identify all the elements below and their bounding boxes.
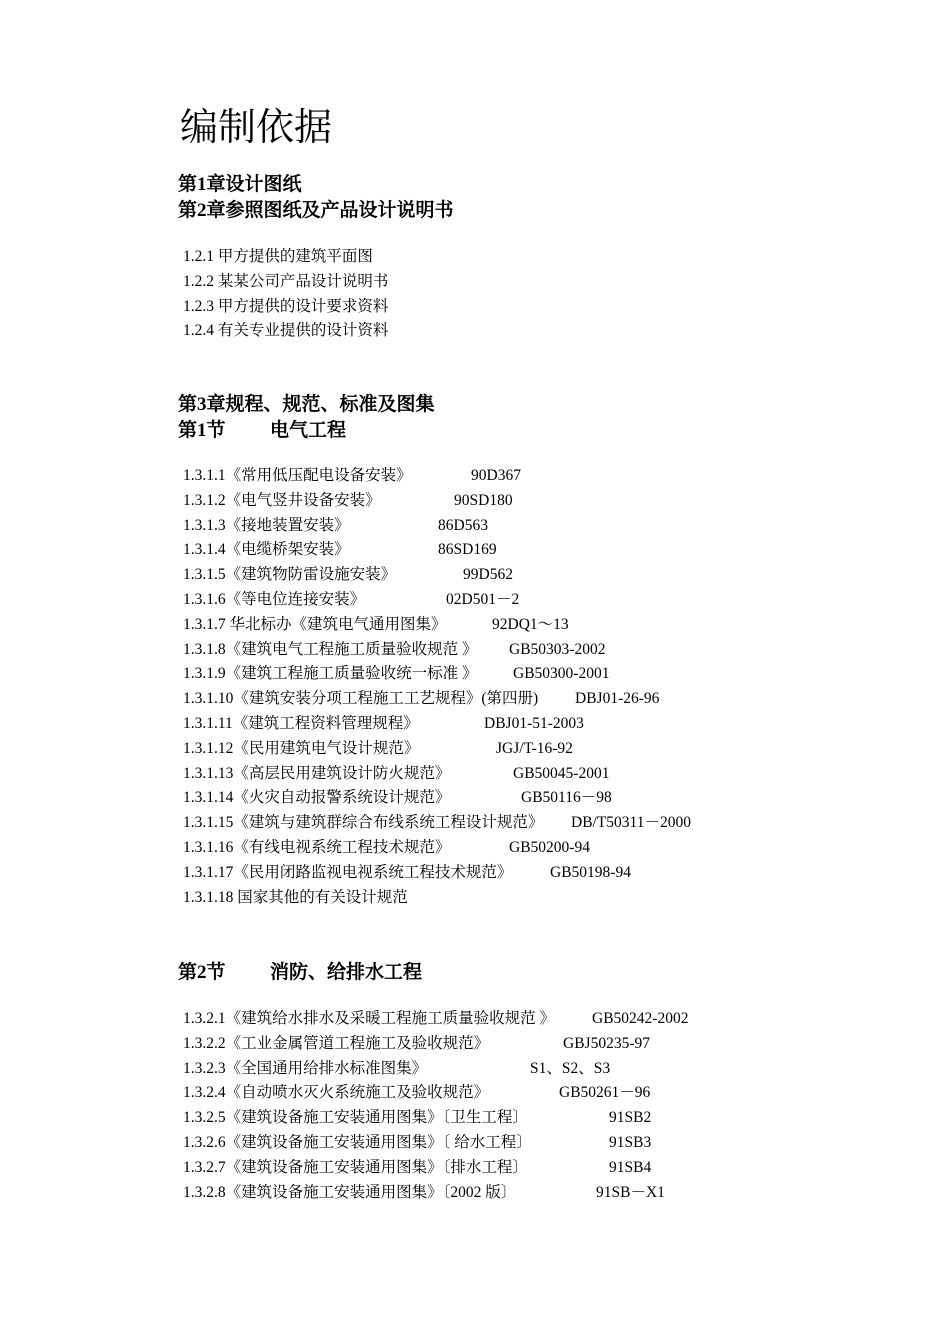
item-code: 02D501－2 (446, 590, 520, 608)
list-item: 1.2.4 有关专业提供的设计资料 (183, 322, 389, 340)
section-2-list (183, 1007, 689, 1205)
section-1-heading (178, 418, 346, 444)
item-code: S1、S2、S3 (530, 1059, 611, 1077)
list-item (183, 712, 584, 737)
list-item (183, 737, 573, 762)
item-text: 1.3.1.9《建筑工程施工质量验收统一标准 》 (183, 665, 478, 683)
item-code: GB50045-2001 (513, 764, 610, 782)
section-name: 消防、给排水工程 (270, 962, 423, 983)
list-item (183, 638, 606, 663)
item-text: 1.3.2.3《全国通用给排水标准图集》 (183, 1059, 428, 1077)
item-text: 1.3.1.13《高层民用建筑设计防火规范》 (183, 764, 451, 782)
item-text: 1.3.1.18 国家其他的有关设计规范 (183, 888, 408, 906)
item-text: 1.3.2.1《建筑给水排水及采暖工程施工质量验收规范 》 (183, 1010, 556, 1027)
list-item (183, 588, 543, 613)
chapter-2-list (183, 245, 388, 344)
list-item (183, 687, 660, 712)
item-code: GB50198-94 (550, 863, 631, 881)
item-code: 91SB2 (609, 1109, 652, 1127)
list-item (183, 1032, 650, 1057)
section-1-list (183, 464, 691, 910)
item-text: 1.3.2.2《工业金属管道工程施工及验收规范》 (183, 1034, 490, 1052)
item-code: DBJ01-51-2003 (484, 714, 584, 732)
list-item (183, 464, 543, 489)
list-item (183, 1156, 652, 1181)
list-item (183, 811, 691, 836)
item-text: 1.3.1.8《建筑电气工程施工质量验收规范 》 (183, 640, 478, 658)
item-text: 1.3.1.15《建筑与建筑群综合布线系统工程设计规范》 (183, 814, 544, 832)
list-item (183, 489, 543, 514)
list-item (183, 538, 543, 563)
section-name: 电气工程 (270, 420, 347, 441)
item-text: 1.3.1.3《接地装置安装》 (183, 516, 350, 534)
item-code: DB/T50311－2000 (571, 814, 691, 832)
list-item: 1.2.1 甲方提供的建筑平面图 (183, 248, 373, 265)
list-item (183, 786, 612, 811)
item-code: JGJ/T-16-92 (496, 739, 573, 757)
item-code: DBJ01-26-96 (575, 690, 660, 708)
list-item (183, 762, 610, 787)
item-text: 1.3.1.16《有线电视系统工程技术规范》 (183, 838, 451, 856)
list-item (183, 861, 631, 886)
item-code: 91SB3 (609, 1133, 652, 1151)
list-item (183, 613, 569, 638)
item-text: 1.3.1.4《电缆桥架安装》 (183, 541, 350, 559)
chapter-1-heading: 第1章设计图纸 (178, 174, 302, 195)
item-code: GBJ50235-97 (563, 1034, 650, 1052)
item-code: GB50300-2001 (513, 665, 610, 683)
item-text: 1.3.1.11《建筑工程资料管理规程》 (183, 714, 419, 732)
item-text: 1.3.1.5《建筑物防雷设施安装》 (183, 566, 397, 584)
list-item (183, 886, 543, 911)
item-code: 91SB4 (609, 1158, 652, 1176)
item-code: GB50200-94 (509, 838, 590, 856)
list-item: 1.2.3 甲方提供的设计要求资料 (183, 297, 389, 315)
item-text: 1.3.2.7《建筑设备施工安装通用图集》〔排水工程〕 (183, 1158, 528, 1176)
item-code: GB50261－96 (559, 1084, 651, 1102)
list-item (183, 1081, 651, 1106)
list-item (183, 836, 590, 861)
item-text: 1.3.1.14《火灾自动报警系统设计规范》 (183, 789, 451, 807)
item-code: 86D563 (438, 516, 488, 534)
item-text: 1.3.1.17《民用闭路监视电视系统工程技术规范》 (183, 863, 513, 881)
list-item (183, 514, 543, 539)
item-text: 1.3.2.8《建筑设备施工安装通用图集》〔2002 版〕 (183, 1183, 517, 1201)
item-text: 1.3.1.7 华北标办《建筑电气通用图集》 (183, 615, 447, 633)
chapter-2-heading: 第2章参照图纸及产品设计说明书 (178, 200, 454, 221)
item-text: 1.3.2.5《建筑设备施工安装通用图集》〔卫生工程〕 (183, 1109, 528, 1127)
item-text: 1.3.2.4《自动喷水灭火系统施工及验收规范》 (183, 1084, 490, 1102)
item-code: GB50242-2002 (592, 1010, 689, 1027)
section-number: 第2节 (178, 962, 226, 983)
item-code: 99D562 (463, 566, 513, 584)
chapter-3-heading: 第3章规程、规范、标准及图集 (178, 394, 435, 415)
list-item (183, 1181, 665, 1206)
item-code: 86SD169 (438, 541, 497, 559)
item-code: GB50116－98 (521, 789, 612, 807)
list-item (183, 1131, 652, 1156)
item-code: 90SD180 (454, 491, 513, 509)
item-text: 1.3.1.2《电气竖井设备安装》 (183, 491, 381, 509)
section-number: 第1节 (178, 420, 226, 441)
item-code: GB50303-2002 (509, 640, 606, 658)
item-text: 1.3.1.12《民用建筑电气设计规范》 (183, 739, 420, 757)
item-text: 1.3.1.6《等电位连接安装》 (183, 590, 366, 608)
list-item (183, 662, 610, 687)
list-item (183, 563, 543, 588)
section-2-heading (178, 960, 422, 986)
item-code: 92DQ1～13 (492, 615, 569, 633)
list-item (183, 1057, 611, 1082)
list-item (183, 1106, 652, 1131)
list-item (183, 1007, 689, 1032)
item-text: 1.3.1.1《常用低压配电设备安装》 (183, 467, 412, 484)
item-text: 1.3.2.6《建筑设备施工安装通用图集》〔 给水工程〕 (183, 1133, 532, 1151)
item-text: 1.3.1.10《建筑安装分项工程施工工艺规程》(第四册) (183, 690, 539, 708)
document-title: 编制依据 (180, 105, 333, 149)
list-item: 1.2.2 某某公司产品设计说明书 (183, 272, 389, 290)
item-code: 91SB－X1 (596, 1183, 665, 1201)
item-code: 90D367 (471, 467, 521, 484)
